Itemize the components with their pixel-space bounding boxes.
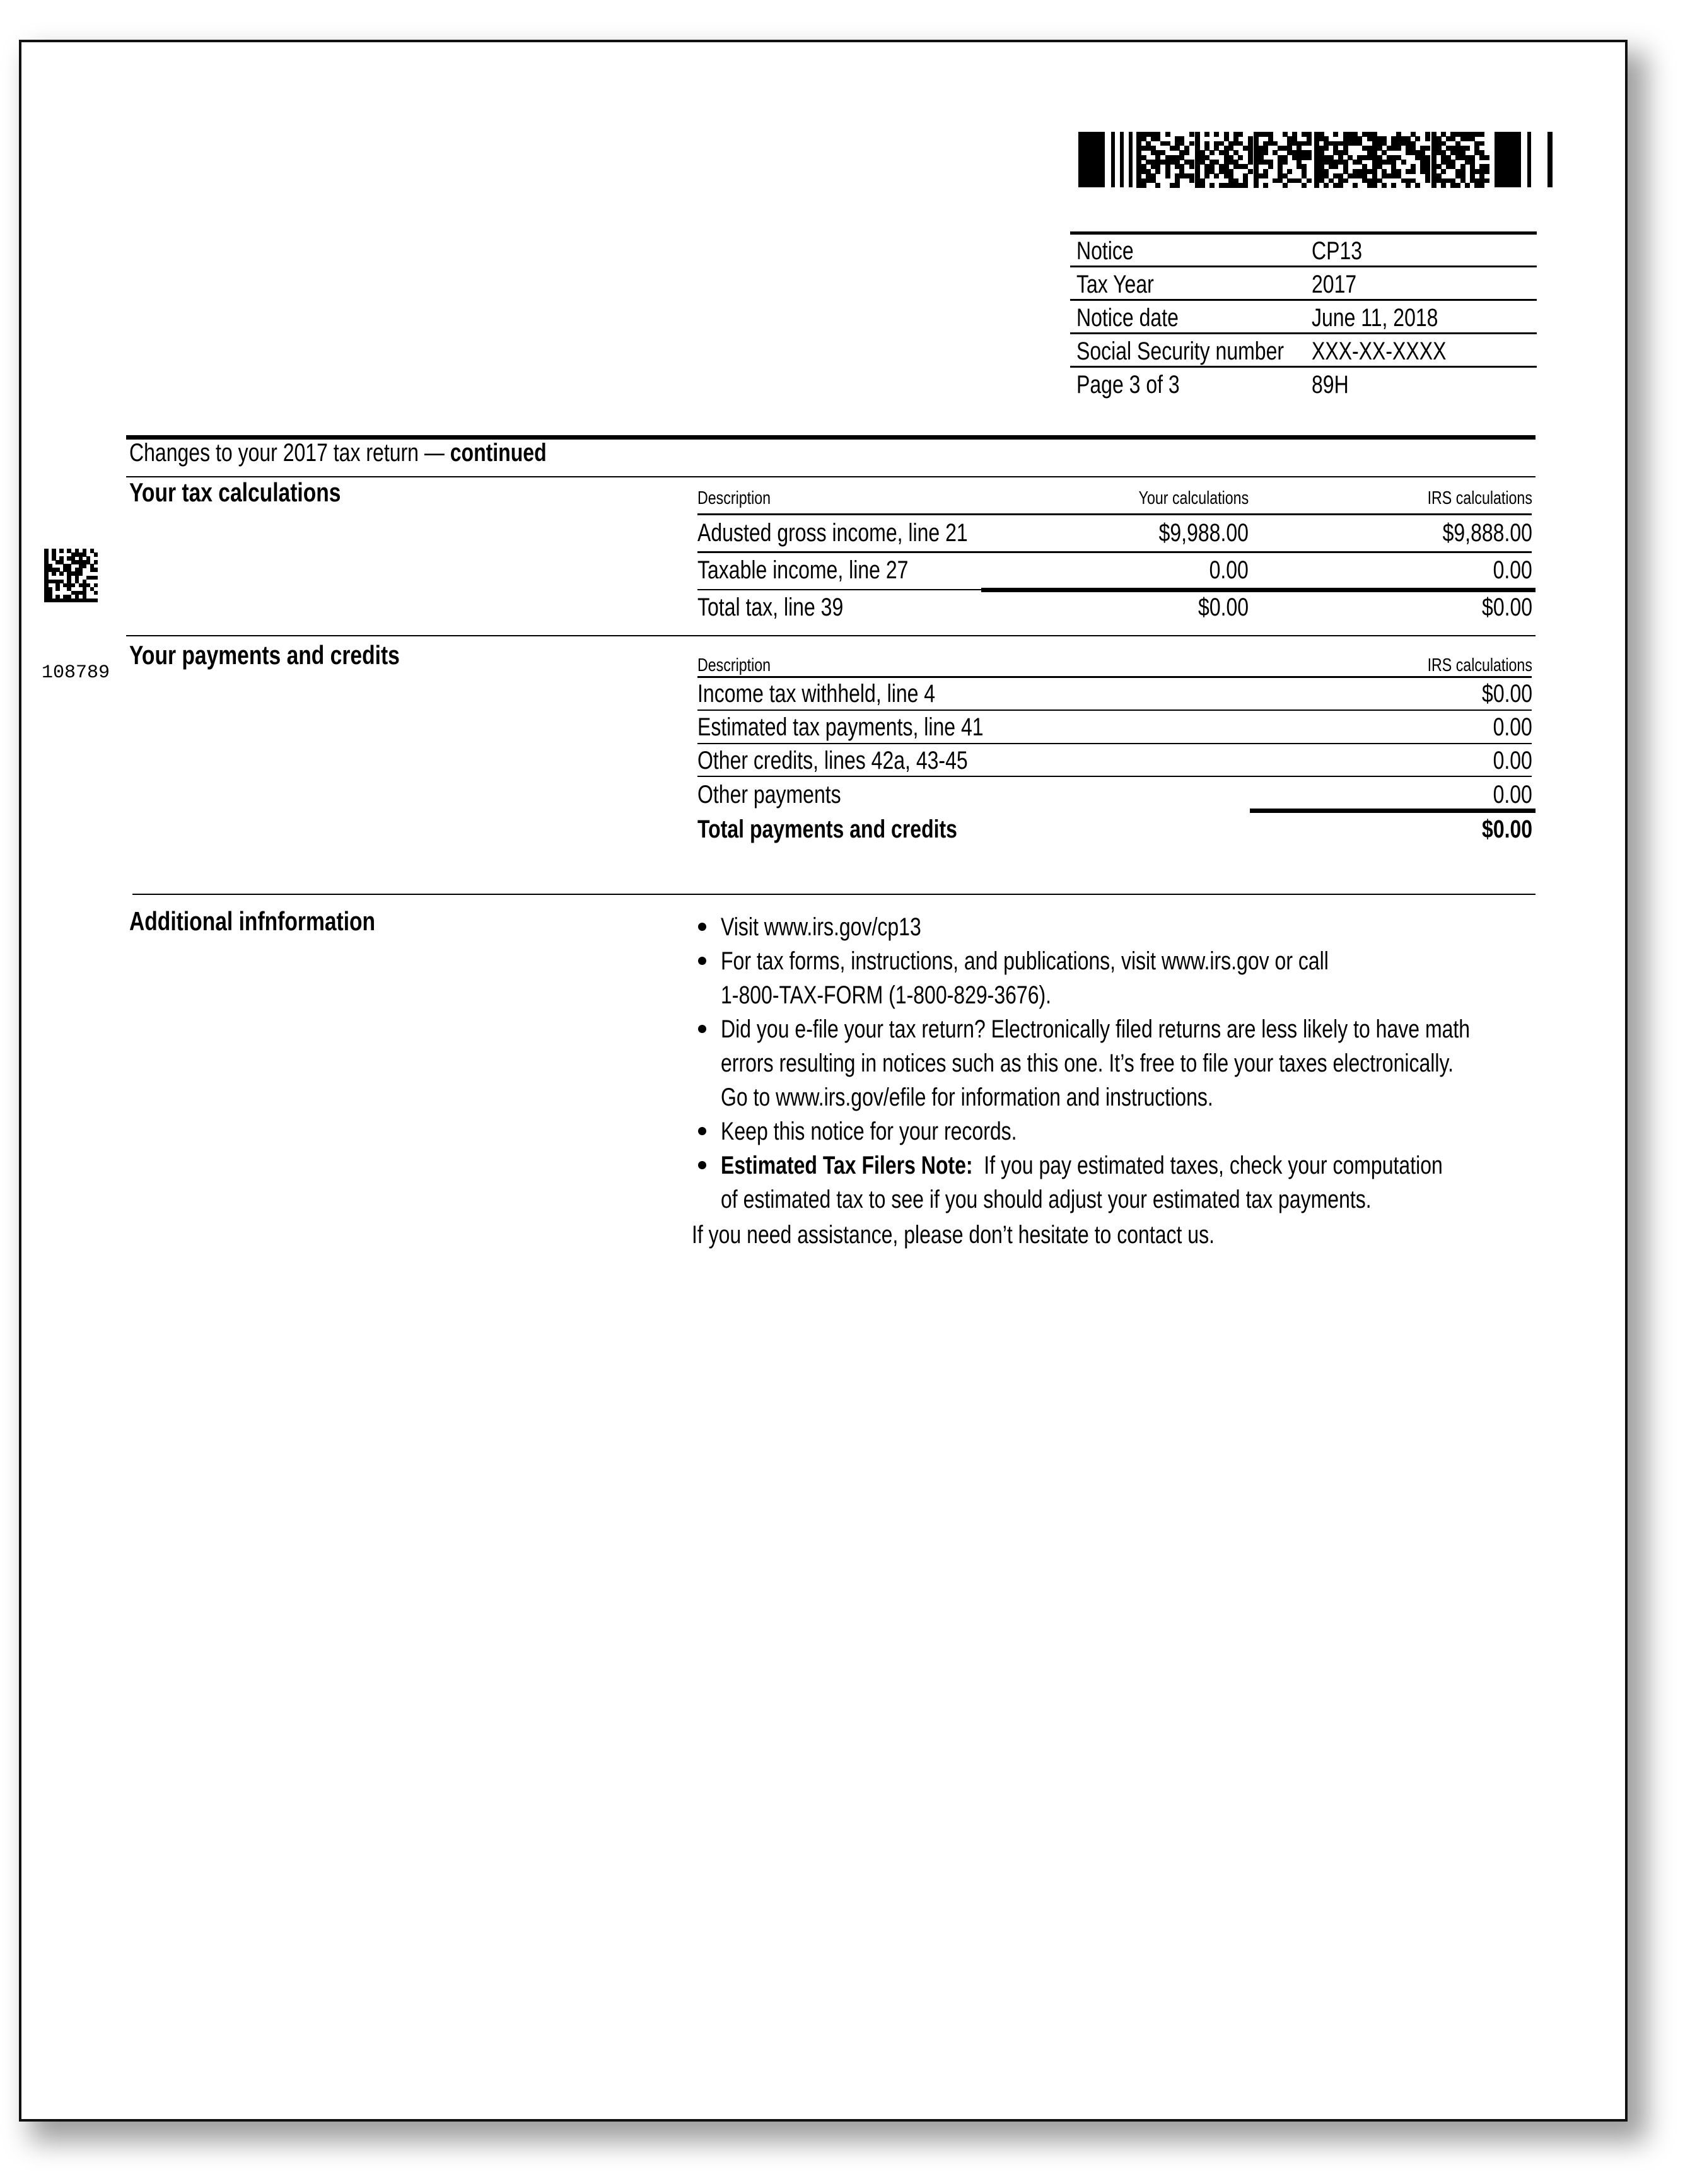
datamatrix-module bbox=[94, 560, 98, 564]
tax-row-description bbox=[697, 520, 1035, 546]
barcode-module bbox=[1287, 169, 1292, 174]
additional-heading: Additional infnformation bbox=[129, 906, 376, 936]
barcode-module bbox=[1479, 132, 1484, 137]
barcode-module bbox=[1415, 136, 1420, 141]
notice-info-label-text: Notice bbox=[1076, 237, 1134, 265]
barcode-module bbox=[1175, 183, 1180, 188]
barcode-module bbox=[1263, 183, 1268, 188]
additional-info-list bbox=[721, 910, 1657, 1217]
tax-row-irs bbox=[1280, 520, 1532, 546]
payments-row-description bbox=[697, 681, 994, 706]
tax-row-yours bbox=[996, 520, 1249, 546]
barcode-module bbox=[1391, 183, 1396, 188]
bullet-text: If you pay estimated taxes, check your computation bbox=[972, 1152, 1443, 1179]
barcode-module bbox=[1165, 132, 1170, 137]
barcode-module bbox=[1254, 183, 1259, 188]
barcode-module bbox=[1302, 183, 1307, 188]
payments-row-irs-text: 0.00 bbox=[1493, 713, 1532, 741]
pdf417-barcode bbox=[1078, 132, 1553, 187]
notice-info-label bbox=[1076, 238, 1148, 264]
bullet-line bbox=[721, 1046, 1657, 1080]
notice-info-row bbox=[1070, 268, 1537, 301]
barcode-module bbox=[1333, 132, 1338, 137]
barcode-module bbox=[1189, 178, 1194, 184]
bullet-line-text bbox=[721, 1080, 1213, 1114]
payments-row-description-text: Income tax withheld, line 4 bbox=[697, 680, 936, 708]
datamatrix-module bbox=[94, 576, 98, 580]
bullet-icon bbox=[698, 1127, 706, 1135]
notice-info-value bbox=[1312, 339, 1480, 364]
barcode-module bbox=[1189, 164, 1194, 169]
bullet-text: of estimated tax to see if you should adjust your estimated tax payments. bbox=[721, 1186, 1372, 1213]
bullet-line bbox=[721, 1080, 1657, 1114]
barcode-module bbox=[1189, 141, 1194, 146]
notice-info-value-text: June 11, 2018 bbox=[1312, 304, 1438, 332]
barcode-module bbox=[1484, 169, 1489, 174]
notice-info-row bbox=[1070, 335, 1537, 368]
barcode-module bbox=[1441, 169, 1446, 174]
bullet-line bbox=[721, 1012, 1657, 1046]
notice-info-row bbox=[1070, 368, 1537, 402]
barcode-module bbox=[1425, 178, 1430, 184]
notice-info-label bbox=[1076, 372, 1206, 397]
payments-section-rule bbox=[126, 635, 1536, 636]
tax-row-irs bbox=[1280, 558, 1532, 583]
notice-info-label-text: Tax Year bbox=[1076, 271, 1154, 298]
barcode-module bbox=[1283, 160, 1288, 165]
barcode-bar bbox=[1527, 132, 1531, 187]
bullet-text: Keep this notice for your records. bbox=[721, 1118, 1017, 1145]
barcode-module bbox=[1200, 183, 1205, 188]
notice-info-label-text: Page 3 of 3 bbox=[1076, 371, 1180, 399]
tax-row-irs bbox=[1280, 595, 1532, 620]
bullet-line bbox=[721, 944, 1657, 978]
datamatrix-module bbox=[94, 599, 98, 603]
bullet-line-text bbox=[721, 1148, 1443, 1183]
payments-col-description: Description bbox=[697, 655, 771, 675]
datamatrix-module bbox=[94, 583, 98, 588]
barcode-module bbox=[1204, 132, 1209, 137]
payments-row-irs-text: $0.00 bbox=[1481, 680, 1532, 708]
barcode-module bbox=[1411, 169, 1416, 174]
tax-row-description-text: Adusted gross income, line 21 bbox=[697, 519, 968, 547]
payments-row-irs bbox=[1280, 715, 1532, 740]
barcode-module bbox=[1338, 183, 1343, 188]
barcode-bar bbox=[1129, 132, 1133, 187]
barcode-module bbox=[1465, 146, 1470, 151]
barcode-module bbox=[1307, 155, 1312, 160]
notice-info-value-text: CP13 bbox=[1312, 237, 1363, 265]
barcode-module bbox=[1479, 141, 1484, 146]
section-title bbox=[129, 440, 651, 465]
payments-row-description bbox=[697, 748, 1035, 773]
payments-total-label: Total payments and credits bbox=[697, 815, 957, 843]
payments-row-irs-text: 0.00 bbox=[1493, 781, 1532, 809]
barcode-module bbox=[1333, 164, 1338, 169]
barcode-module bbox=[1353, 183, 1358, 188]
notice-info-row-rule bbox=[1070, 366, 1537, 368]
notice-info-label bbox=[1076, 339, 1336, 364]
section-title-text: Changes to your 2017 tax return — bbox=[129, 439, 450, 467]
tax-col-description: Description bbox=[697, 488, 771, 508]
notice-info-label bbox=[1076, 305, 1204, 330]
barcode-module bbox=[1324, 146, 1329, 151]
barcode-module bbox=[1455, 183, 1460, 188]
notice-info-value bbox=[1312, 272, 1368, 297]
payments-row-rule-1 bbox=[697, 710, 1532, 711]
tax-col-irs: IRS calculations bbox=[1427, 488, 1532, 508]
payments-header-rule bbox=[697, 676, 1532, 678]
additional-section-rule bbox=[132, 894, 1536, 895]
notice-info-label-text: Social Security number bbox=[1076, 337, 1285, 365]
barcode-module bbox=[1209, 183, 1215, 188]
datamatrix-module bbox=[71, 583, 76, 588]
notice-info-row-rule bbox=[1070, 332, 1537, 334]
datamatrix-module bbox=[79, 571, 83, 576]
bullet-line-text bbox=[721, 978, 1051, 1012]
barcode-module bbox=[1367, 183, 1372, 188]
payments-row-irs bbox=[1280, 681, 1532, 706]
barcode-module bbox=[1214, 173, 1219, 178]
barcode-bar bbox=[1547, 132, 1553, 187]
tax-row-irs-text: $9,888.00 bbox=[1442, 519, 1532, 547]
notice-info-value-text: 2017 bbox=[1312, 271, 1357, 298]
notice-info-value-text: 89H bbox=[1312, 371, 1349, 399]
barcode-module bbox=[1367, 136, 1372, 141]
tax-row-yours bbox=[996, 558, 1249, 583]
tax-row-description-text: Taxable income, line 27 bbox=[697, 556, 909, 584]
bullet-icon bbox=[698, 923, 706, 931]
barcode-module bbox=[1367, 155, 1372, 160]
bullet-line-text bbox=[721, 944, 1329, 978]
barcode-module bbox=[1441, 183, 1446, 188]
barcode-module bbox=[1263, 173, 1268, 178]
notice-info-value bbox=[1312, 372, 1358, 397]
notice-info-row-rule bbox=[1070, 266, 1537, 267]
bullet-bold-lead: Estimated Tax Filers Note: bbox=[721, 1152, 973, 1179]
tax-header-rule bbox=[697, 513, 1532, 515]
datamatrix-module bbox=[59, 549, 64, 553]
datamatrix-module bbox=[55, 587, 60, 592]
barcode-module bbox=[1283, 183, 1288, 188]
bullet-icon bbox=[698, 957, 706, 965]
bullet-line bbox=[721, 1148, 1657, 1183]
bullet-icon bbox=[698, 1025, 706, 1033]
barcode-module bbox=[1382, 183, 1387, 188]
bullet-text: Visit www.irs.gov/cp13 bbox=[721, 913, 921, 941]
barcode-module bbox=[1209, 150, 1215, 155]
notice-info-row bbox=[1070, 301, 1537, 335]
tax-row-yours bbox=[996, 595, 1249, 620]
datamatrix-module bbox=[83, 564, 87, 568]
barcode-module bbox=[1479, 183, 1484, 188]
barcode-module bbox=[1431, 183, 1436, 188]
bullet-line-text bbox=[721, 910, 921, 944]
bullet-line-text bbox=[721, 1114, 1017, 1148]
bullet-text: Go to www.irs.gov/efile for information and instructions. bbox=[721, 1083, 1213, 1111]
payments-row-rule-3 bbox=[697, 776, 1532, 777]
barcode-stop-block bbox=[1495, 132, 1521, 187]
barcode-module bbox=[1243, 183, 1248, 188]
additional-info-bullet bbox=[721, 944, 1657, 1012]
barcode-module bbox=[1425, 146, 1430, 151]
payments-heading: Your payments and credits bbox=[129, 640, 400, 670]
barcode-module bbox=[1165, 173, 1170, 178]
payments-row-irs-text: 0.00 bbox=[1493, 747, 1532, 774]
tax-col-yours: Your calculations bbox=[1138, 488, 1249, 508]
bullet-text: errors resulting in notices such as this one. It’s free to file your taxes electronically. bbox=[721, 1049, 1454, 1077]
bullet-line bbox=[721, 910, 1657, 944]
datamatrix-module bbox=[94, 568, 98, 572]
barcode-bar bbox=[1111, 132, 1115, 187]
datamatrix-code bbox=[44, 549, 98, 604]
barcode-module bbox=[1214, 132, 1219, 137]
barcode-module bbox=[1406, 183, 1411, 188]
barcode-module bbox=[1268, 164, 1273, 169]
additional-info-bullet bbox=[721, 910, 1657, 944]
closing-text: If you need assistance, please don’t hesitate to contact us. bbox=[692, 1221, 1215, 1249]
barcode-module bbox=[1189, 132, 1194, 137]
tax-total-thick-rule bbox=[981, 588, 1536, 592]
barcode-module bbox=[1184, 150, 1189, 155]
bullet-line bbox=[721, 978, 1657, 1012]
barcode-module bbox=[1248, 169, 1253, 174]
bullet-line bbox=[721, 1114, 1657, 1148]
side-code-number: 108789 bbox=[42, 662, 110, 684]
barcode-module bbox=[1415, 183, 1420, 188]
bullet-line-text bbox=[721, 1183, 1372, 1217]
barcode-bar bbox=[1120, 132, 1124, 187]
barcode-module bbox=[1204, 173, 1209, 178]
payments-row-description bbox=[697, 782, 877, 807]
bullet-icon bbox=[698, 1161, 706, 1169]
bullet-line-text bbox=[721, 1012, 1470, 1046]
tax-row-description bbox=[697, 595, 880, 620]
payments-row-description bbox=[697, 715, 1055, 740]
notice-info-row-rule bbox=[1070, 299, 1537, 301]
notice-info-label-text: Notice date bbox=[1076, 304, 1179, 332]
tax-row-irs-text: $0.00 bbox=[1481, 593, 1532, 621]
payments-row-description-text: Estimated tax payments, line 41 bbox=[697, 713, 984, 741]
payments-row-rule-2 bbox=[697, 743, 1532, 744]
barcode-module bbox=[1396, 146, 1401, 151]
barcode-module bbox=[1238, 155, 1243, 160]
barcode-module bbox=[1238, 132, 1243, 137]
datamatrix-module bbox=[52, 571, 56, 576]
payments-row-irs bbox=[1280, 782, 1532, 807]
barcode-module bbox=[1367, 169, 1372, 174]
barcode-module bbox=[1141, 183, 1146, 188]
barcode-module bbox=[1307, 178, 1312, 184]
bullet-text: 1-800-TAX-FORM (1-800-829-3676). bbox=[721, 981, 1052, 1009]
payments-row-irs bbox=[1280, 748, 1532, 773]
barcode-module bbox=[1372, 183, 1377, 188]
datamatrix-module bbox=[59, 571, 64, 576]
barcode-module bbox=[1484, 178, 1489, 184]
tax-row-description-text: Total tax, line 39 bbox=[697, 593, 844, 621]
payments-total-value: $0.00 bbox=[1481, 815, 1532, 843]
notice-info-label bbox=[1076, 272, 1173, 297]
tax-row-yours-text: $9,988.00 bbox=[1158, 519, 1249, 547]
bullet-line bbox=[721, 1183, 1657, 1217]
tax-row-description bbox=[697, 558, 961, 583]
barcode-module bbox=[1343, 178, 1348, 184]
payments-total-thick-rule bbox=[1250, 809, 1536, 813]
barcode-module bbox=[1307, 141, 1312, 146]
barcode-module bbox=[1248, 160, 1253, 165]
notice-info-row bbox=[1070, 235, 1537, 268]
bullet-line-text bbox=[721, 1046, 1454, 1080]
barcode-module bbox=[1155, 183, 1160, 188]
additional-info-bullet bbox=[721, 1148, 1657, 1217]
barcode-module bbox=[1263, 150, 1268, 155]
payments-col-irs: IRS calculations bbox=[1427, 655, 1532, 675]
datamatrix-module bbox=[94, 552, 98, 557]
barcode-module bbox=[1324, 183, 1329, 188]
tax-row-yours-text: 0.00 bbox=[1209, 556, 1249, 584]
barcode-module bbox=[1155, 169, 1160, 174]
notice-info-value-text: XXX-XX-XXXX bbox=[1312, 337, 1447, 365]
payments-row-description-text: Other credits, lines 42a, 43-45 bbox=[697, 747, 968, 774]
datamatrix-module bbox=[94, 591, 98, 595]
payments-row-description-text: Other payments bbox=[697, 781, 841, 809]
barcode-module bbox=[1484, 155, 1489, 160]
tax-row-rule-2-thin bbox=[697, 589, 981, 590]
tax-calculations-heading: Your tax calculations bbox=[129, 477, 341, 507]
bullet-text: Did you e-file your tax return? Electronically filed returns are less likely to have math bbox=[721, 1015, 1471, 1043]
barcode-module bbox=[1465, 183, 1470, 188]
bullet-text: For tax forms, instructions, and publications, visit www.irs.gov or call bbox=[721, 947, 1329, 975]
tax-row-yours-text: $0.00 bbox=[1198, 593, 1249, 621]
notice-info-value bbox=[1312, 305, 1470, 330]
tax-row-rule-1 bbox=[697, 551, 1532, 553]
barcode-module bbox=[1425, 136, 1430, 141]
additional-info-bullet bbox=[721, 1012, 1657, 1114]
barcode-module bbox=[1314, 183, 1319, 188]
barcode-start-block bbox=[1078, 132, 1105, 187]
notice-info-value bbox=[1312, 238, 1375, 264]
additional-info-bullet bbox=[721, 1114, 1657, 1148]
barcode-module bbox=[1401, 160, 1406, 165]
section-title-bold: continued bbox=[450, 439, 547, 467]
tax-row-irs-text: 0.00 bbox=[1493, 556, 1532, 584]
